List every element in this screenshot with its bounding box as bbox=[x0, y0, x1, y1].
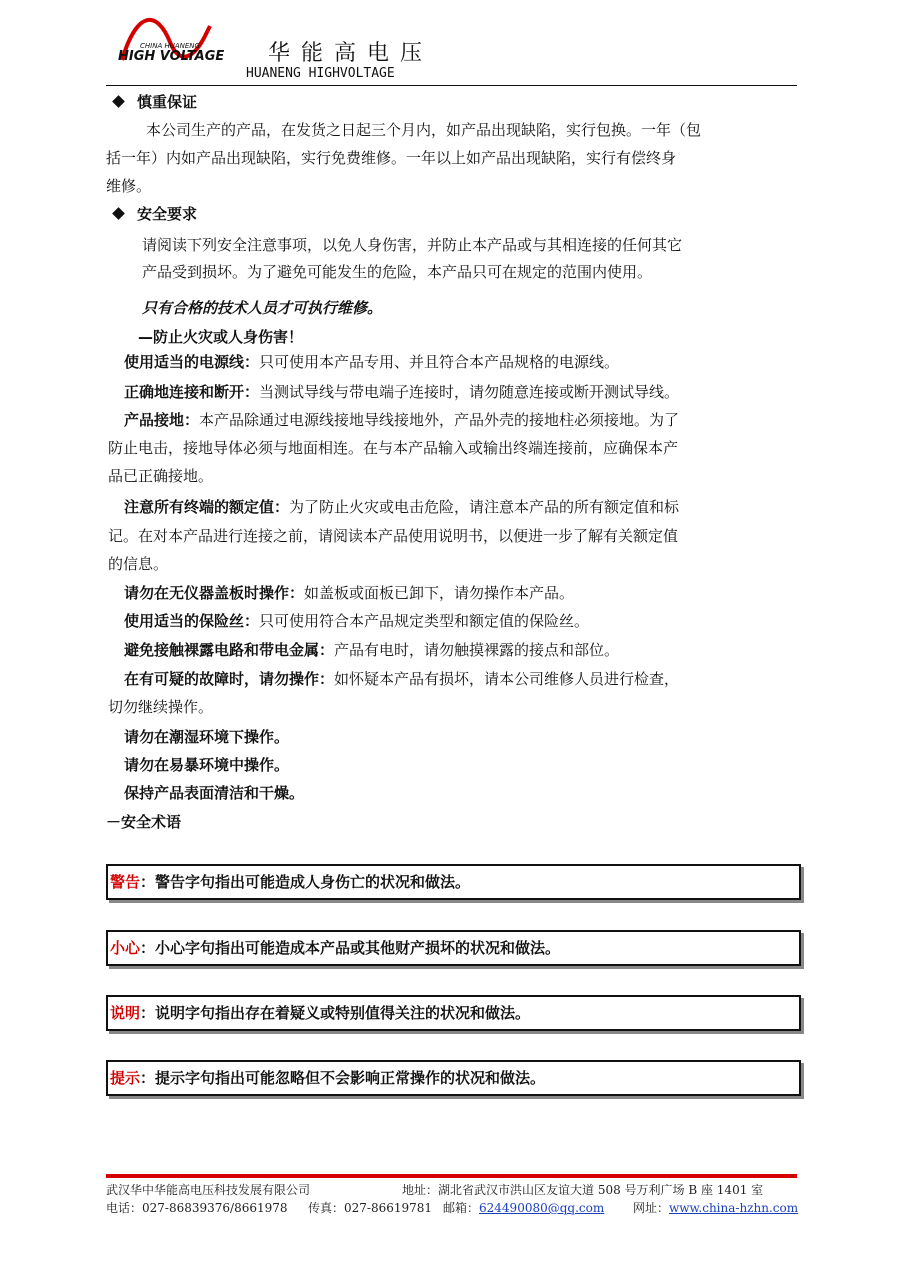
footer-divider bbox=[106, 1174, 797, 1178]
safety-item-text: 只可使用符合本产品规定类型和额定值的保险丝。 bbox=[259, 612, 590, 630]
term-box-warning bbox=[106, 864, 801, 900]
safety-item-line bbox=[124, 669, 679, 689]
safety-item-label: 使用适当的保险丝： bbox=[124, 612, 260, 630]
safety-item-line bbox=[124, 410, 679, 430]
safety-item-label: 避免接触裸露电路和带电金属： bbox=[124, 641, 335, 659]
term-text: ：小心字句指出可能造成本产品或其他财产损坏的状况和做法。 bbox=[140, 939, 561, 957]
safety-intro-line: 请阅读下列安全注意事项，以免人身伤害，并防止本产品或与其相连接的任何其它 bbox=[142, 236, 683, 254]
term-label: 说明 bbox=[110, 1004, 141, 1022]
footer-address: 地址：湖北省武汉市洪山区友谊大道 508 号万利广场 B 座 1401 室 bbox=[402, 1183, 764, 1197]
safety-item-text: 如怀疑本产品有损坏，请本公司维修人员进行检查， bbox=[334, 670, 680, 688]
safety-item-line bbox=[124, 583, 574, 603]
safety-item-text: 只可使用本产品专用、并且符合本产品规格的电源线。 bbox=[259, 353, 620, 371]
terms-heading: －安全术语 bbox=[106, 813, 182, 831]
term-text: ：提示字句指出可能忽略但不会影响正常操作的状况和做法。 bbox=[140, 1069, 546, 1087]
safety-item-text: 如盖板或面板已卸下，请勿操作本产品。 bbox=[304, 584, 575, 602]
header-divider bbox=[106, 85, 797, 86]
safety-item-label: 使用适当的电源线： bbox=[124, 353, 260, 371]
safety-item-text: 防止电击，接地导体必须与地面相连。在与本产品输入或输出终端连接前，应确保本产 bbox=[108, 439, 679, 457]
safety-item-line bbox=[124, 727, 289, 747]
term-box-caution bbox=[106, 930, 801, 966]
company-name-en: HUANENG HIGHVOLTAGE bbox=[246, 66, 395, 81]
safety-item-label: 请勿在潮湿环境下操作。 bbox=[124, 728, 290, 746]
warranty-line: 维修。 bbox=[106, 177, 152, 195]
email-link[interactable]: 624490080@qq.com bbox=[479, 1201, 605, 1215]
safety-item-line bbox=[124, 497, 679, 517]
website-link[interactable]: www.china-hzhn.com bbox=[669, 1201, 799, 1215]
warranty-line: 括一年）内如产品出现缺陷，实行免费维修。一年以上如产品出现缺陷，实行有偿终身 bbox=[106, 149, 677, 167]
safety-item-text: 当测试导线与带电端子连接时，请勿随意连接或断开测试导线。 bbox=[259, 383, 680, 401]
footer-fax: 传真：027-86619781 bbox=[308, 1201, 433, 1215]
warranty-heading: 慎重保证 bbox=[106, 92, 197, 112]
safety-item-label: 注意所有终端的额定值： bbox=[124, 498, 290, 516]
term-label: 警告 bbox=[110, 873, 141, 891]
term-label: 小心 bbox=[110, 939, 141, 957]
safety-item-text: 品已正确接地。 bbox=[108, 467, 214, 485]
safety-item-line bbox=[108, 466, 213, 486]
safety-heading: 安全要求 bbox=[106, 204, 197, 224]
safety-item-line bbox=[124, 352, 619, 372]
footer-company: 武汉华中华能高电压科技发展有限公司 bbox=[106, 1183, 311, 1197]
safety-item-line bbox=[124, 611, 589, 631]
safety-item-line bbox=[108, 526, 678, 546]
prevent-fire-heading: —防止火灾或人身伤害！ bbox=[138, 328, 304, 346]
safety-item-text: 为了防止火灾或电击危险，请注意本产品的所有额定值和标 bbox=[289, 498, 680, 516]
footer-phone: 电话：027-86839376/8661978 bbox=[106, 1201, 288, 1215]
company-logo bbox=[112, 12, 242, 70]
safety-item-text: 记。在对本产品进行连接之前，请阅读本产品使用说明书，以便进一步了解有关额定值 bbox=[108, 527, 679, 545]
safety-item-line bbox=[108, 697, 213, 717]
safety-item-line bbox=[108, 438, 678, 458]
qualified-personnel-note: 只有合格的技术人员才可执行维修。 bbox=[142, 299, 383, 317]
bullet-diamond-icon bbox=[112, 207, 125, 220]
term-text: ：说明字句指出存在着疑义或特别值得关注的状况和做法。 bbox=[140, 1004, 531, 1022]
company-name-cn: 华 能 高 电 压 bbox=[268, 41, 424, 66]
safety-intro-line: 产品受到损坏。为了避免可能发生的危险，本产品只可在规定的范围内使用。 bbox=[142, 263, 653, 281]
safety-item-line bbox=[124, 755, 289, 775]
safety-item-text: 切勿继续操作。 bbox=[108, 698, 214, 716]
safety-item-label: 产品接地： bbox=[124, 411, 200, 429]
safety-item-label: 在有可疑的故障时，请勿操作： bbox=[124, 670, 335, 688]
term-label: 提示 bbox=[110, 1069, 141, 1087]
logo-small-text: CHINA HUANENG bbox=[140, 42, 200, 50]
safety-item-label: 请勿在易暴环境中操作。 bbox=[124, 756, 290, 774]
term-box-tip bbox=[106, 1060, 801, 1096]
safety-item-line bbox=[108, 554, 168, 574]
safety-item-label: 正确地连接和断开： bbox=[124, 383, 260, 401]
bullet-diamond-icon bbox=[112, 95, 125, 108]
safety-item-label: 保持产品表面清洁和干燥。 bbox=[124, 784, 305, 802]
safety-item-line bbox=[124, 783, 304, 803]
safety-item-text: 的信息。 bbox=[108, 555, 169, 573]
safety-item-text: 本产品除通过电源线接地导线接地外，产品外壳的接地柱必须接地。为了 bbox=[199, 411, 680, 429]
safety-item-line bbox=[124, 382, 679, 402]
safety-item-text: 产品有电时，请勿触摸裸露的接点和部位。 bbox=[334, 641, 620, 659]
logo-big-text: HIGH VOLTAGE bbox=[118, 49, 225, 64]
term-text: ：警告字句指出可能造成人身伤亡的状况和做法。 bbox=[140, 873, 471, 891]
safety-item-label: 请勿在无仪器盖板时操作： bbox=[124, 584, 305, 602]
footer-web: 网址：www.china-hzhn.com bbox=[633, 1201, 799, 1215]
term-box-note bbox=[106, 995, 801, 1031]
footer-email: 邮箱：624490080@qq.com bbox=[443, 1201, 605, 1215]
safety-item-line bbox=[124, 640, 619, 660]
warranty-line: 本公司生产的产品，在发货之日起三个月内，如产品出现缺陷，实行包换。一年（包 bbox=[146, 121, 702, 139]
